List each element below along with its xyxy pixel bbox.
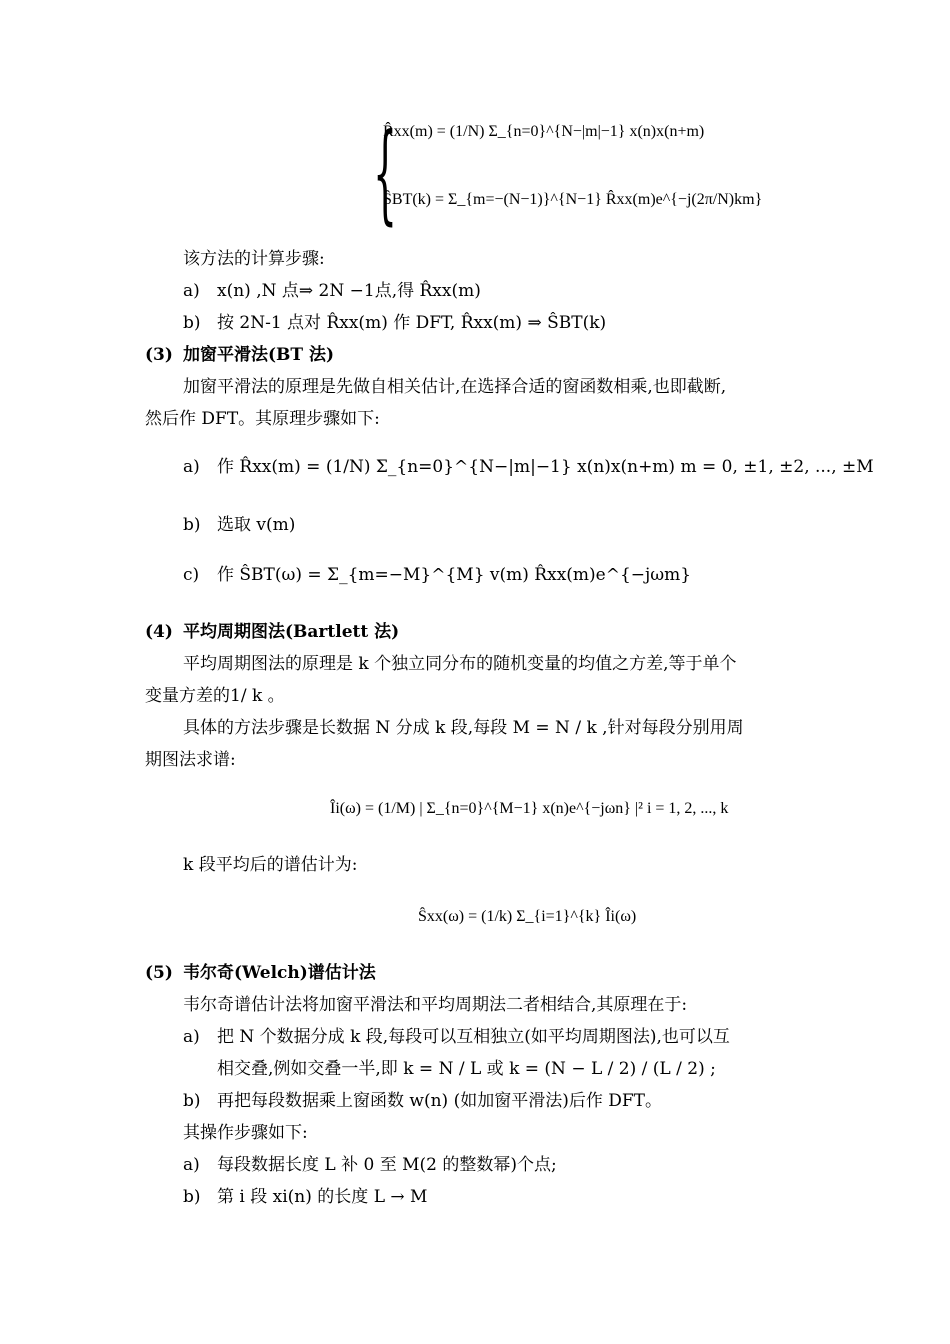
equation-row: R̂xx(m) = (1/N) Σ_{n=0}^{N−|m|−1} x(n)x(n+m) (383, 123, 705, 140)
list-label: b) (183, 515, 201, 535)
section-heading (145, 620, 810, 644)
section-number: (3) (145, 345, 173, 365)
section-title: 平均周期图法(Bartlett 法) (183, 622, 400, 642)
list-label: b) (183, 1091, 201, 1111)
equation-periodogram (330, 797, 728, 818)
list-text: 选取 v(m) (217, 515, 296, 535)
list-text: x(n) ,N 点⇒ 2N −1点,得 R̂xx(m) (217, 281, 481, 301)
equation-row: ŜBT(k) = Σ_{m=−(N−1)}^{N−1} R̂xx(m)e^{−j(2π/N)km} (383, 191, 763, 208)
list-label: a) (183, 1155, 200, 1175)
list-continuation: 相交叠,例如交叠一半,即 k = N / L 或 k = (N − L / 2) / (L / 2) ; (217, 1059, 716, 1079)
equation-row: Îi(ω) = (1/M) | Σ_{n=0}^{M−1} x(n)e^{−jωn} |² i = 1, 2, ..., k (330, 800, 729, 817)
list-label: b) (183, 1187, 201, 1207)
list-text: 作 ŜBT(ω) = Σ_{m=−M}^{M} v(m) R̂xx(m)e^{−jωm} (217, 565, 692, 585)
list-text: 按 2N-1 点对 R̂xx(m) 作 DFT, R̂xx(m) ⇒ ŜBT(k) (217, 313, 607, 333)
paragraph: 该方法的计算步骤: (183, 249, 325, 269)
section-number: (4) (145, 622, 173, 642)
list-label: a) (183, 281, 200, 301)
section-title: 加窗平滑法(BT 法) (183, 345, 335, 365)
equation-average (418, 905, 636, 926)
list-text: 再把每段数据乘上窗函数 w(n) (如加窗平滑法)后作 DFT。 (217, 1091, 663, 1111)
list-item (183, 1025, 848, 1049)
paragraph: 加窗平滑法的原理是先做自相关估计,在选择合适的窗函数相乘,也即截断, (183, 377, 727, 397)
paragraph: 韦尔奇谱估计法将加窗平滑法和平均周期法二者相结合,其原理在于: (183, 995, 688, 1015)
list-text: 把 N 个数据分成 k 段,每段可以互相独立(如平均周期图法),也可以互 (217, 1027, 730, 1047)
paragraph: 然后作 DFT。其原理步骤如下: (145, 409, 380, 429)
list-item (183, 563, 848, 587)
paragraph: 期图法求谱: (145, 750, 236, 770)
paragraph: 平均周期图法的原理是 k 个独立同分布的随机变量的均值之方差,等于单个 (183, 654, 737, 674)
equation-row: Ŝxx(ω) = (1/k) Σ_{i=1}^{k} Îi(ω) (418, 908, 637, 925)
equation-brace: { (373, 111, 398, 236)
list-label: b) (183, 313, 201, 333)
list-text: 第 i 段 xi(n) 的长度 L → M (217, 1187, 428, 1207)
paragraph: 具体的方法步骤是长数据 N 分成 k 段,每段 M = N / k ,针对每段分别用周 (183, 718, 744, 738)
paragraph: 变量方差的1/ k 。 (145, 686, 285, 706)
equation-rxx (383, 120, 704, 141)
list-text: 每段数据长度 L 补 0 至 M(2 的整数幂)个点; (217, 1155, 557, 1175)
list-item (183, 455, 874, 479)
list-item (183, 1153, 848, 1177)
list-item (183, 279, 848, 303)
list-item (183, 1089, 848, 1113)
equation-sbt (383, 188, 762, 209)
paragraph: 其操作步骤如下: (183, 1123, 308, 1143)
list-text: 作 R̂xx(m) = (1/N) Σ_{n=0}^{N−|m|−1} x(n)x(n+m) m = 0, ±1, ±2, ..., ±M (217, 457, 874, 477)
list-item (183, 1185, 848, 1209)
list-item (183, 311, 848, 335)
list-label: a) (183, 1027, 200, 1047)
list-item (183, 513, 848, 537)
section-number: (5) (145, 963, 173, 983)
paragraph: k 段平均后的谱估计为: (183, 855, 358, 875)
section-heading (145, 343, 810, 367)
section-heading (145, 961, 810, 985)
list-label: c) (183, 565, 200, 585)
section-title: 韦尔奇(Welch)谱估计法 (183, 963, 376, 983)
list-label: a) (183, 457, 200, 477)
